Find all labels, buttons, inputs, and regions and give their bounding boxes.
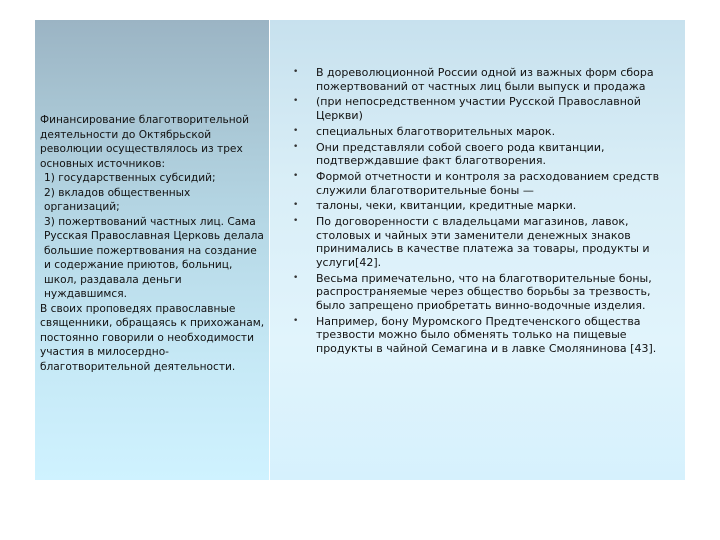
left-paragraph: Финансирование благотворительной деятельности до Октябрьской революции осуществлялось из трех основных источников: bbox=[40, 114, 250, 170]
bullet-item bbox=[280, 315, 680, 356]
bullet-item bbox=[280, 199, 680, 213]
bullet-item bbox=[280, 215, 680, 269]
bullet-icon: • bbox=[293, 200, 299, 211]
bullet-text: (при непосредственном участии Русской Православной Церкви) bbox=[316, 95, 641, 122]
bullet-text: Например, бону Муромского Предтеченского общества трезвости можно было обменять только на пищевые продукты в чайной Семагина и в лавке Смоляниновa [43]. bbox=[316, 314, 657, 355]
bullet-icon: • bbox=[293, 216, 299, 227]
bullet-text: Весьма примечательно, что на благотворительные боны, распространяемые через общество борьбы за трезвость, было запрещено приобретать винно-водочные изделия. bbox=[316, 271, 652, 312]
bullet-item bbox=[280, 141, 680, 168]
bullet-text: По договоренности с владельцами магазинов, лавок, столовых и чайных эти заменители денежных знаков принимались в качестве платежа за товары, продукты и услуги[42]. bbox=[316, 215, 650, 269]
bullet-icon: • bbox=[293, 67, 299, 77]
bullet-text: талоны, чеки, квитанции, кредитные марки. bbox=[316, 199, 577, 213]
left-text-block bbox=[40, 113, 266, 374]
bullet-icon: • bbox=[293, 170, 299, 181]
bullet-item bbox=[280, 125, 680, 139]
bullet-item bbox=[280, 66, 680, 93]
left-paragraph: 2) вкладов общественных организаций; bbox=[44, 186, 191, 213]
bullet-item bbox=[280, 272, 680, 313]
left-paragraph: 3) пожертвований частных лиц. Сама Русская Православная Церковь делала большие пожертвования на создание и содержание приютов, больниц, школ, раздавала деньги нуждавшимся. bbox=[44, 215, 264, 300]
bullet-text: Формой отчетности и контроля за расходованием средств служили благотворительные боны — bbox=[316, 169, 660, 197]
bullet-text: Они представляли собой своего рода квитанции, подтверждавшие факт благотворения. bbox=[316, 140, 605, 168]
bullet-icon: • bbox=[293, 141, 299, 152]
bullet-icon: • bbox=[293, 272, 299, 283]
bullet-text: В дореволюционной России одной из важных форм сбора пожертвований от частных лиц были выпуск и продажа bbox=[316, 66, 654, 93]
bullet-list bbox=[280, 66, 680, 358]
bullet-icon: • bbox=[293, 125, 299, 136]
bullet-item bbox=[280, 95, 680, 122]
bullet-icon: • bbox=[293, 315, 299, 326]
left-paragraph: 1) государственных субсидий; bbox=[44, 172, 216, 184]
left-paragraph: В своих проповедях православные священники, обращаясь к прихожанам, постоянно говорили о необходимости участия в милосердно-благотворительной деятельности. bbox=[40, 302, 265, 373]
bullet-item bbox=[280, 170, 680, 197]
bullet-text: специальных благотворительных марок. bbox=[316, 124, 556, 138]
bullet-icon: • bbox=[293, 96, 299, 107]
